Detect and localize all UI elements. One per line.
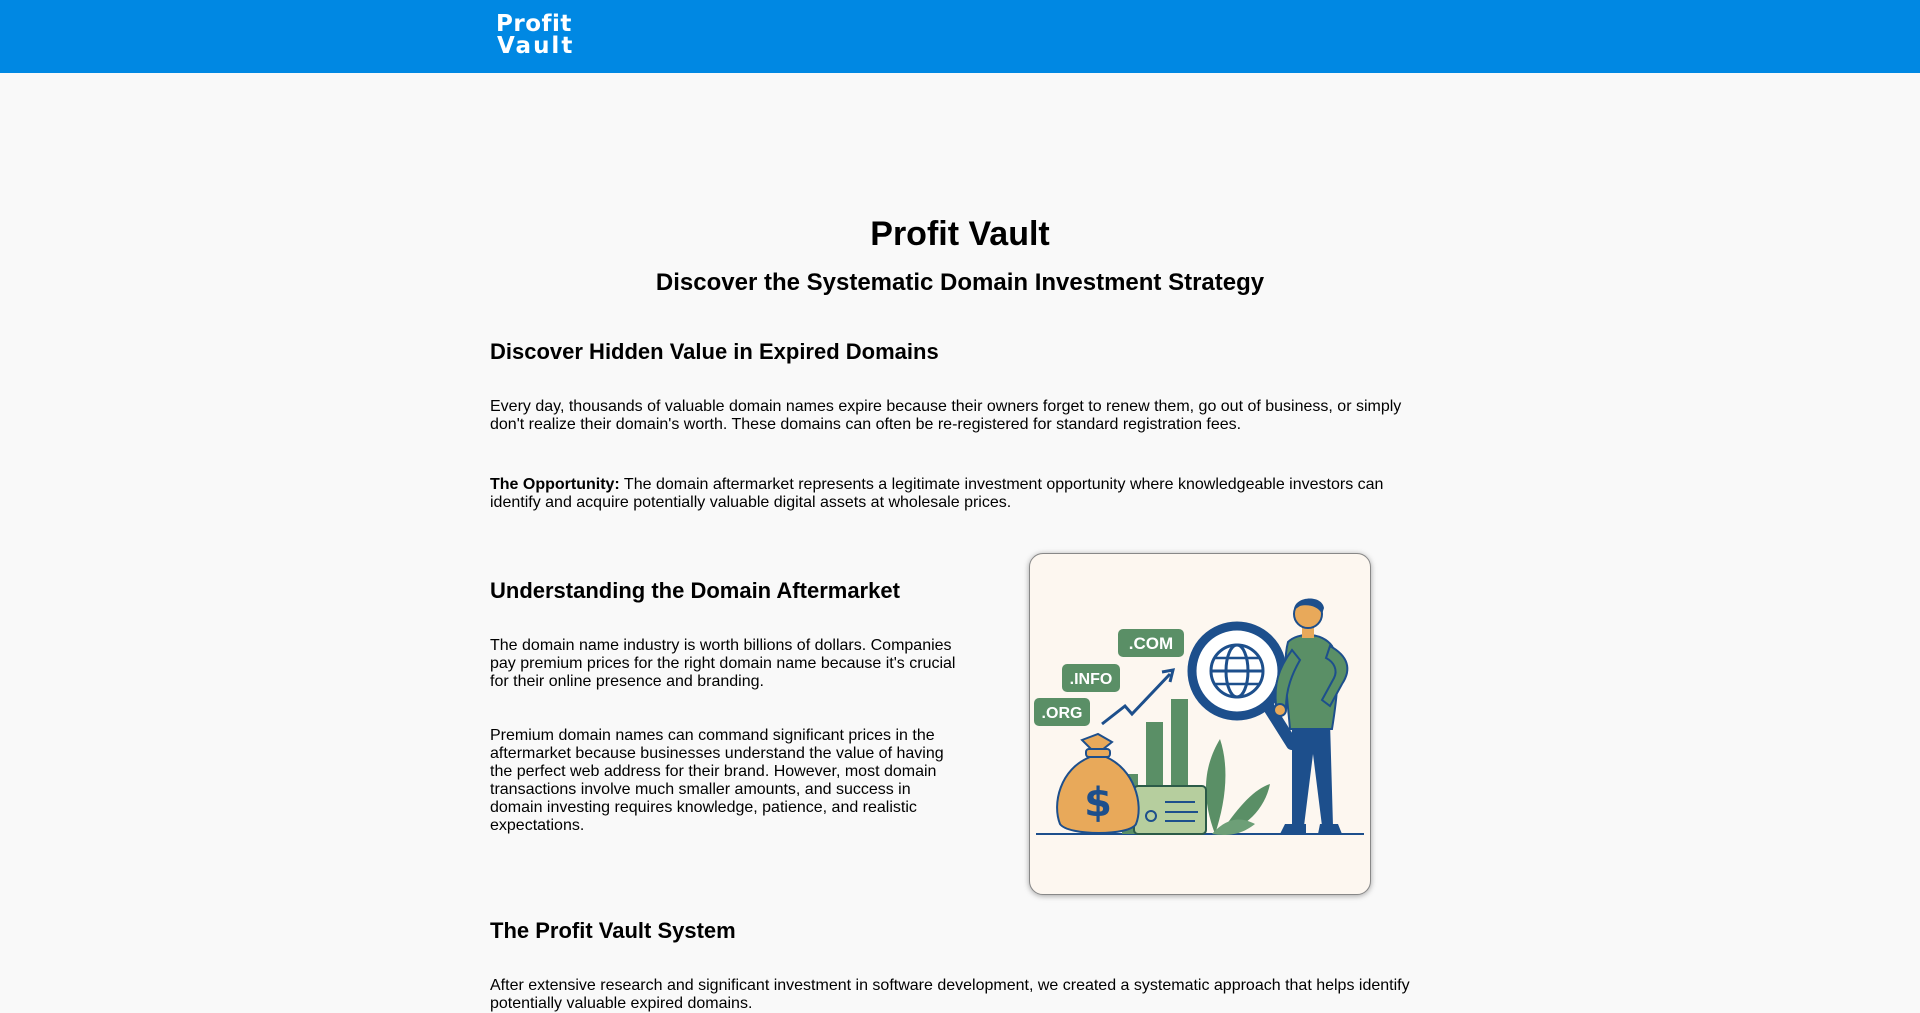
aftermarket-paragraph-1: The domain name industry is worth billions of dollars. Companies pay premium prices for the right domain name because it's crucial for their online presence and branding. [490, 637, 956, 690]
illustration-svg [1030, 554, 1370, 894]
opportunity-label: The Opportunity: [490, 476, 620, 493]
certificate-icon [1134, 786, 1206, 834]
logo-line1: Profit [496, 11, 572, 37]
money-bag-icon [1057, 734, 1139, 833]
logo-line2: Vault [497, 33, 575, 59]
aftermarket-paragraph-2: Premium domain names can command significant prices in the aftermarket because businesses understand the value of having the perfect web address for their brand. However, most domain transactions involve much smaller amounts, and success in domain investing requires knowledge, patience, and realistic expectations. [490, 727, 944, 834]
system-paragraph: After extensive research and significant investment in software development, we created a systematic approach that helps identify potentially valuable expired domains. [490, 977, 1410, 1012]
opportunity-paragraph [490, 476, 1420, 512]
expired-domains-paragraph: Every day, thousands of valuable domain names expire because their owners forget to renew them, go out of business, or simply don't realize their domain's worth. These domains can often be re-registered for standard registration fees. [490, 398, 1402, 433]
domain-investment-illustration [1029, 553, 1371, 895]
svg-text:.INFO: .INFO [1069, 671, 1113, 688]
profit-vault-logo[interactable] [496, 13, 574, 57]
com-tag [1118, 629, 1184, 657]
top-navbar [0, 0, 1920, 73]
info-tag [1062, 664, 1120, 692]
page-title: Profit Vault [870, 215, 1050, 253]
person-figure [1274, 598, 1347, 834]
page-subtitle: Discover the Systematic Domain Investment Strategy [655, 269, 1265, 296]
section-heading-aftermarket: Understanding the Domain Aftermarket [490, 578, 900, 603]
org-tag [1034, 698, 1090, 726]
plant-icon [1206, 739, 1270, 835]
opportunity-text: The domain aftermarket represents a legitimate investment opportunity where knowledgeable investors can identify and acquire potentially valuable digital assets at wholesale prices. [490, 476, 1384, 511]
svg-text:$: $ [1084, 780, 1112, 826]
section-heading-expired-domains: Discover Hidden Value in Expired Domains [490, 339, 939, 364]
section-heading-system: The Profit Vault System [490, 918, 736, 943]
svg-text:.COM: .COM [1128, 634, 1174, 653]
svg-text:.ORG: .ORG [1041, 705, 1083, 722]
